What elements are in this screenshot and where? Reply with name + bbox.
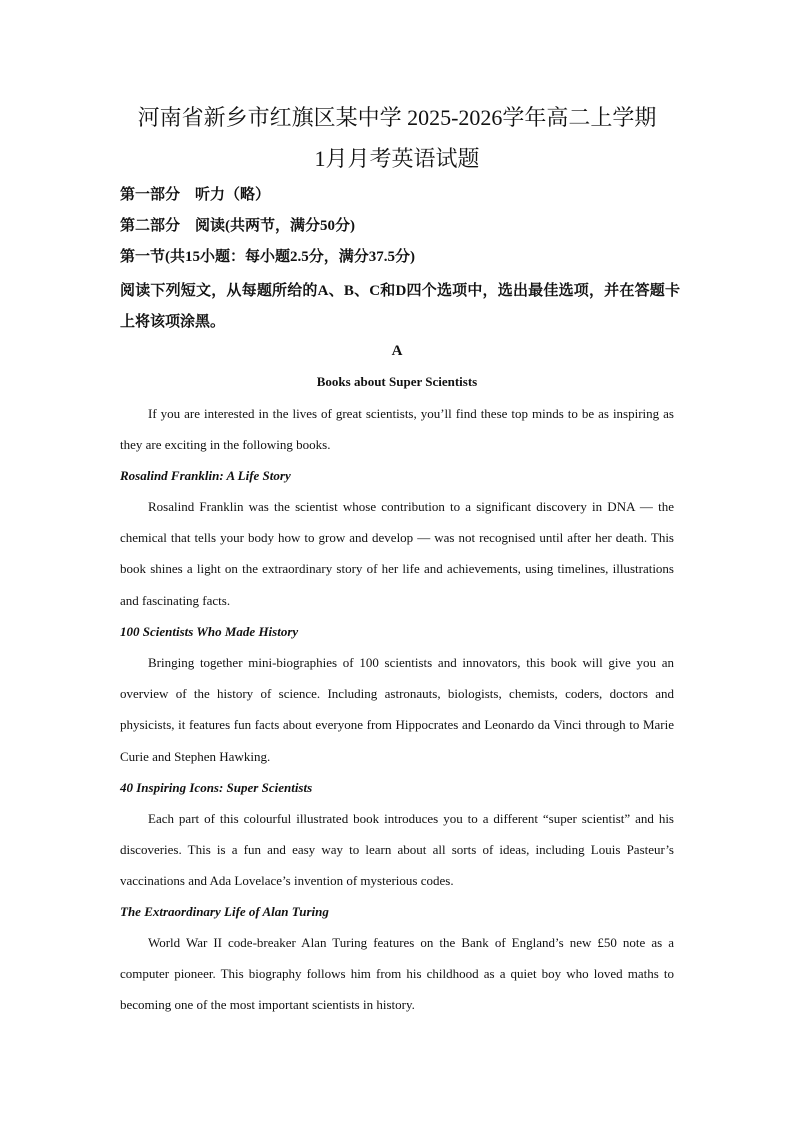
part2-heading: 第二部分 阅读(共两节，满分50分) <box>120 218 355 234</box>
part1-heading: 第一部分 听力（略） <box>120 187 271 203</box>
book-description: Each part of this colourful illustrated book introduces you to a different “super scientist” and his discoveries. This is a fun and easy way to learn about all sorts of ideas, including Louis Pasteur’s vaccinations and Ada Lovelace’s invention of mysterious codes. <box>120 811 674 889</box>
book-title: 40 Inspiring Icons: Super Scientists <box>120 780 313 795</box>
book-title: 100 Scientists Who Made History <box>120 624 299 639</box>
book-title: Rosalind Franklin: A Life Story <box>120 468 291 483</box>
book-title: The Extraordinary Life of Alan Turing <box>120 904 329 919</box>
exam-title-line2: 1月月考英语试题 <box>314 146 480 171</box>
section1-heading: 第一节(共15小题：每小题2.5分，满分37.5分) <box>120 249 415 265</box>
passage-letter: A <box>391 343 403 359</box>
exam-title-line1: 河南省新乡市红旗区某中学 2025-2026学年高二上学期 <box>137 105 657 130</box>
passage-title: Books about Super Scientists <box>316 374 478 389</box>
book-description: Rosalind Franklin was the scientist whose contribution to a significant discovery in DNA — the chemical that tells your body how to grow and develop — was not recognised until after her death. This book shines a light on the extraordinary story of her life and achievements, using timelines, illustrations and fascinating facts. <box>120 499 674 608</box>
passage-intro: If you are interested in the lives of great scientists, you’ll find these top minds to be as inspiring as they are exciting in the following books. <box>120 406 674 453</box>
book-description: Bringing together mini-biographies of 100 scientists and innovators, this book will give you an overview of the history of science. Including astronauts, biologists, chemists, coders, doctors and physicists, it features fun facts about everyone from Hippocrates and Leonardo da Vinci through to Marie Curie and Stephen Hawking. <box>120 655 674 764</box>
book-description: World War II code-breaker Alan Turing features on the Bank of England’s new £50 note as a computer pioneer. This biography follows him from his childhood as a quiet boy who loved maths to becoming one of the most important scientists in history. <box>120 935 674 1013</box>
reading-instructions: 阅读下列短文，从每题所给的A、B、C和D四个选项中，选出最佳选项，并在答题卡上将该项涂黑。 <box>120 283 680 330</box>
